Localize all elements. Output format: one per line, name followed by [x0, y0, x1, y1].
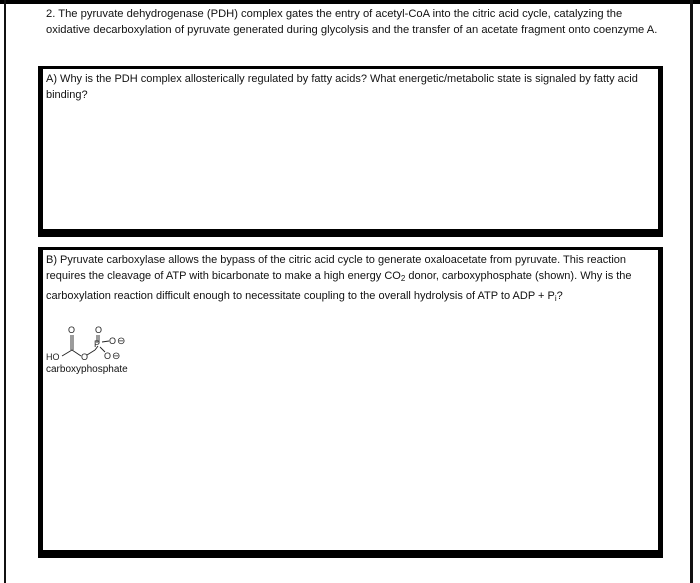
question-intro: 2. The pyruvate dehydrogenase (PDH) complex gates the entry of acetyl-CoA into the citric acid cycle, catalyzing the oxidative decarboxylation of pyruvate generated during glycolysis and the transfer of an acetate fragment onto coenzyme A. — [46, 8, 658, 36]
part-a-prompt: A) Why is the PDH complex allosterically regulated by fatty acids? What energetic/metabolic state is signaled by fatty acid binding? — [46, 73, 638, 101]
anionic-o-label-1: O — [109, 336, 117, 346]
ester-o-label: O — [81, 352, 89, 362]
negative-charge-icon-1: ⊖ — [117, 336, 126, 347]
ho-label: HO — [46, 352, 60, 362]
anionic-o-label-2: O — [104, 351, 112, 361]
carboxyphosphate-diagram — [45, 322, 155, 370]
structure-caption: carboxyphosphate — [46, 364, 128, 375]
left-border — [4, 0, 6, 583]
negative-charge-icon-2: ⊖ — [112, 351, 121, 362]
co2-subscript: 2 — [400, 274, 406, 284]
pi-subscript: i — [554, 293, 557, 303]
right-border — [690, 0, 693, 583]
part-b-prompt-main: B) Pyruvate carboxylase allows the bypass of the citric acid cycle to generate oxaloacetate from pyruvate. This reaction requires the cleavage of ATP with bicarbonate to make a high energy CO — [46, 254, 627, 283]
part-b-prompt-end: ? — [556, 289, 563, 302]
phosphoryl-o-label: O — [95, 325, 103, 335]
part-b-prompt — [46, 252, 658, 307]
answer-box-a[interactable] — [38, 66, 663, 237]
phosphorus-label: P — [94, 339, 101, 349]
carbonyl-o-label: O — [68, 325, 76, 335]
carboxyphosphate-structure — [45, 322, 155, 370]
part-b-prompt-continued: donor, carboxyphosphate (shown). Why is the carboxylation reaction difficult enough to necessitate coupling to the overall hydrolysis of ATP to ADP + P — [46, 270, 632, 302]
top-border — [0, 0, 700, 4]
answer-box-b[interactable] — [38, 247, 663, 558]
